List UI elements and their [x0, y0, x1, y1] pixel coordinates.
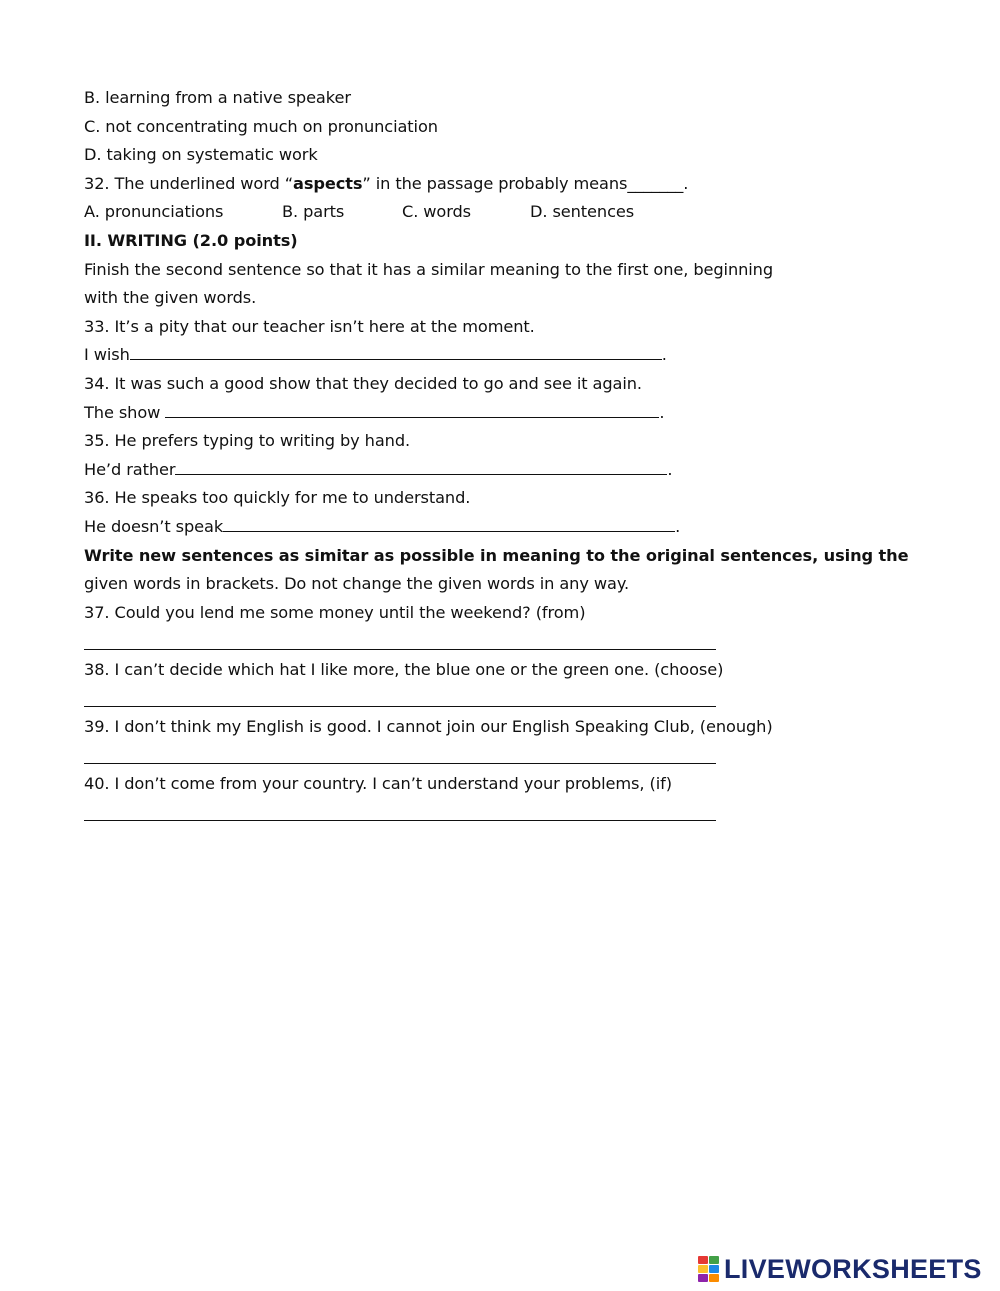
answer-34[interactable]: The show . — [84, 402, 665, 422]
answer-38-blank[interactable] — [84, 684, 964, 713]
answer-33[interactable]: I wish . — [84, 345, 667, 365]
liveworksheets-logo — [698, 1252, 982, 1286]
answer-36-starter: He doesn’t speak — [84, 516, 224, 536]
question-39: 39. I don’t think my English is good. I cannot join our English Speaking Club, (enough) — [84, 717, 773, 737]
question-34: 34. It was such a good show that they decided to go and see it again. — [84, 373, 642, 393]
question-38: 38. I can’t decide which hat I like more, the blue one or the green one. (choose) — [84, 659, 724, 679]
q32-prefix: 32. The underlined word “ — [84, 173, 294, 193]
answer-34-blank[interactable] — [165, 401, 659, 418]
writing-instruction-2: with the given words. — [84, 288, 257, 308]
answer-33-starter: I wish — [84, 345, 130, 365]
rewrite-instruction-2: given words in brackets. Do not change the given words in any way. — [84, 574, 630, 594]
question-40: 40. I don’t come from your country. I can’t understand your problems, (if) — [84, 774, 672, 794]
q32-suffix: ” in the passage probably means_______. — [362, 173, 689, 193]
q32-keyword: aspects — [293, 173, 363, 193]
q31-option-b: B. learning from a native speaker — [84, 88, 351, 107]
logo-mark-icon — [698, 1256, 720, 1282]
q32-option-d: D. sentences — [530, 202, 635, 222]
answer-38-rule — [84, 706, 716, 707]
rewrite-instruction-1: Write new sentences as simitar as possible in meaning to the original sentences, using the — [84, 545, 909, 565]
q32-option-b: B. parts — [282, 202, 345, 222]
answer-37-rule — [84, 649, 716, 650]
writing-heading: II. WRITING (2.0 points) — [84, 230, 298, 250]
answer-40-rule — [84, 820, 716, 821]
q31-option-c: C. not concentrating much on pronunciation — [84, 116, 438, 136]
answer-39-blank[interactable] — [84, 742, 964, 771]
answer-39-rule — [84, 763, 716, 764]
answer-35-blank[interactable] — [175, 458, 667, 475]
question-36: 36. He speaks too quickly for me to understand. — [84, 488, 471, 508]
q32-option-a: A. pronunciations — [84, 202, 224, 222]
q32-option-c: C. words — [402, 202, 472, 222]
question-32 — [84, 170, 964, 199]
question-35: 35. He prefers typing to writing by hand. — [84, 431, 411, 451]
answer-36-blank[interactable] — [223, 515, 675, 532]
answer-37-blank[interactable] — [84, 627, 964, 656]
logo-text: LIVEWORKSHEETS — [724, 1253, 982, 1284]
answer-40-blank[interactable] — [84, 799, 964, 828]
answer-34-starter: The show — [84, 402, 166, 422]
writing-instruction-1: Finish the second sentence so that it has a similar meaning to the first one, beginning — [84, 259, 774, 279]
answer-35[interactable]: He’d rather . — [84, 459, 673, 479]
question-37: 37. Could you lend me some money until the weekend? (from) — [84, 602, 586, 622]
worksheet-page — [84, 84, 964, 827]
q32-options — [84, 198, 964, 227]
answer-36[interactable]: He doesn’t speak . — [84, 516, 681, 536]
answer-33-blank[interactable] — [130, 343, 662, 360]
answer-35-starter: He’d rather — [84, 459, 176, 479]
question-33: 33. It’s a pity that our teacher isn’t here at the moment. — [84, 316, 535, 336]
q31-option-d: D. taking on systematic work — [84, 145, 318, 165]
